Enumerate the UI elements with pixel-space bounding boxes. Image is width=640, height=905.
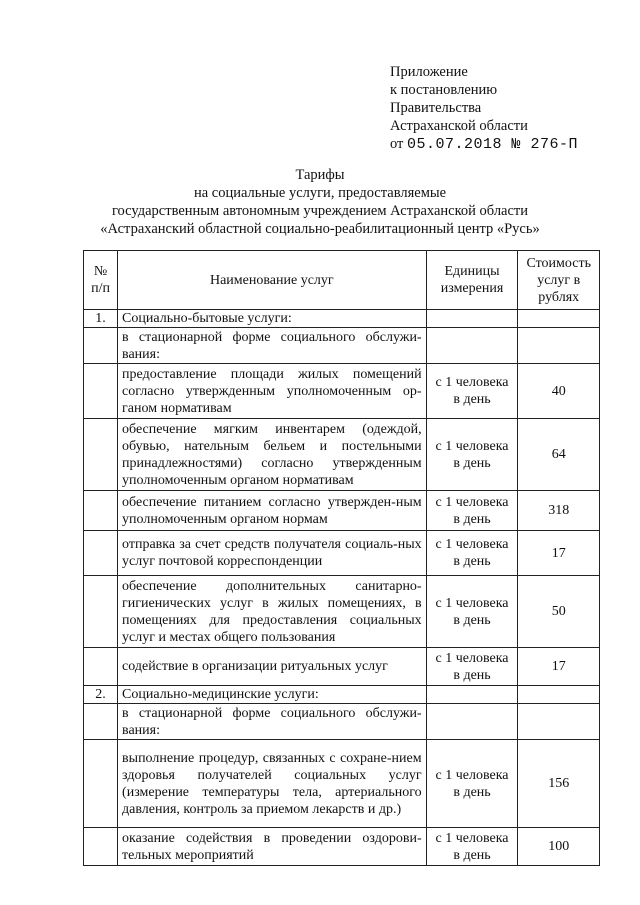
row-unit: с 1 человека в день bbox=[426, 828, 518, 866]
row-name: Социально-бытовые услуги: bbox=[118, 310, 427, 328]
row-num bbox=[84, 576, 118, 648]
row-num bbox=[84, 648, 118, 686]
document-title bbox=[0, 166, 640, 238]
row-price bbox=[518, 704, 600, 740]
row-unit bbox=[426, 704, 518, 740]
appendix-line: Приложение bbox=[390, 64, 468, 80]
row-num: 2. bbox=[84, 686, 118, 704]
row-unit: с 1 человека в день bbox=[426, 491, 518, 531]
header-price: Стоимость услуг в рублях bbox=[518, 251, 600, 310]
row-name: оказание содействия в проведении оздорови-тельных мероприятий bbox=[118, 828, 427, 866]
row-name: обеспечение питанием согласно утвержден-ным уполномоченным органом нормам bbox=[118, 491, 427, 531]
row-name: в стационарной форме социального обслужи-вания: bbox=[118, 704, 427, 740]
row-price bbox=[518, 686, 600, 704]
row-unit: с 1 человека в день bbox=[426, 576, 518, 648]
row-price: 40 bbox=[518, 364, 600, 419]
table-row bbox=[84, 648, 600, 686]
row-name: выполнение процедур, связанных с сохране-нием здоровья получателей социальных услуг (измерение температуры тела, артериального давления, контроль за приемом лекарств и др.) bbox=[118, 740, 427, 828]
row-name: Социально-медицинские услуги: bbox=[118, 686, 427, 704]
appendix-line: Астраханской области bbox=[390, 118, 528, 134]
header-name: Наименование услуг bbox=[118, 251, 427, 310]
row-price: 17 bbox=[518, 531, 600, 576]
row-price: 50 bbox=[518, 576, 600, 648]
row-name: обеспечение дополнительных санитарно-гигиенических услуг в жилых помещениях, в помещениях для предоставления социальных услуг и местах общего пользования bbox=[118, 576, 427, 648]
table-row bbox=[84, 491, 600, 531]
appendix-date-number: 05.07.2018 № 276-П bbox=[407, 136, 579, 153]
row-unit bbox=[426, 686, 518, 704]
table-row bbox=[84, 364, 600, 419]
row-price: 156 bbox=[518, 740, 600, 828]
table-row bbox=[84, 704, 600, 740]
row-price: 100 bbox=[518, 828, 600, 866]
header-num: № п/п bbox=[84, 251, 118, 310]
row-price bbox=[518, 310, 600, 328]
row-price: 17 bbox=[518, 648, 600, 686]
row-num: 1. bbox=[84, 310, 118, 328]
row-num bbox=[84, 828, 118, 866]
row-name: обеспечение мягким инвентарем (одеждой, обувью, нательным бельем и постельными принадлежностями) согласно утвержденным уполномоченным органом нормативам bbox=[118, 419, 427, 491]
row-num bbox=[84, 740, 118, 828]
table-row bbox=[84, 828, 600, 866]
table-row bbox=[84, 531, 600, 576]
table-row bbox=[84, 686, 600, 704]
row-price: 318 bbox=[518, 491, 600, 531]
row-num bbox=[84, 491, 118, 531]
table-row bbox=[84, 576, 600, 648]
table-row bbox=[84, 310, 600, 328]
table-row bbox=[84, 740, 600, 828]
appendix-line: к постановлению bbox=[390, 82, 498, 98]
appendix-block bbox=[390, 63, 578, 154]
row-name: предоставление площади жилых помещений согласно утвержденным уполномоченным ор-ганом нормативам bbox=[118, 364, 427, 419]
row-num bbox=[84, 704, 118, 740]
row-unit: с 1 человека в день bbox=[426, 740, 518, 828]
row-name: в стационарной форме социального обслужи-вания: bbox=[118, 328, 427, 364]
row-unit bbox=[426, 328, 518, 364]
table-row bbox=[84, 328, 600, 364]
row-num bbox=[84, 419, 118, 491]
title-line: «Астраханский областной социально-реабилитационный центр «Русь» bbox=[100, 221, 540, 237]
row-num bbox=[84, 531, 118, 576]
row-unit: с 1 человека в день bbox=[426, 419, 518, 491]
row-name: содействие в организации ритуальных услуг bbox=[118, 648, 427, 686]
row-num bbox=[84, 328, 118, 364]
row-price: 64 bbox=[518, 419, 600, 491]
row-unit: с 1 человека в день bbox=[426, 648, 518, 686]
title-line: государственным автономным учреждением Астраханской области bbox=[111, 203, 529, 219]
table-row bbox=[84, 419, 600, 491]
title-heading: Тарифы bbox=[295, 167, 345, 183]
table-header-row bbox=[84, 251, 600, 310]
row-price bbox=[518, 328, 600, 364]
appendix-date-line bbox=[390, 135, 578, 154]
header-unit: Единицы измерения bbox=[426, 251, 518, 310]
tariffs-table bbox=[83, 250, 600, 866]
row-unit: с 1 человека в день bbox=[426, 531, 518, 576]
row-unit bbox=[426, 310, 518, 328]
row-name: отправка за счет средств получателя социаль-ных услуг почтовой корреспонденции bbox=[118, 531, 427, 576]
row-unit: с 1 человека в день bbox=[426, 364, 518, 419]
row-num bbox=[84, 364, 118, 419]
title-line: на социальные услуги, предоставляемые bbox=[193, 185, 447, 201]
appendix-line: Правительства bbox=[390, 100, 482, 116]
appendix-date-prefix: от bbox=[390, 136, 404, 152]
